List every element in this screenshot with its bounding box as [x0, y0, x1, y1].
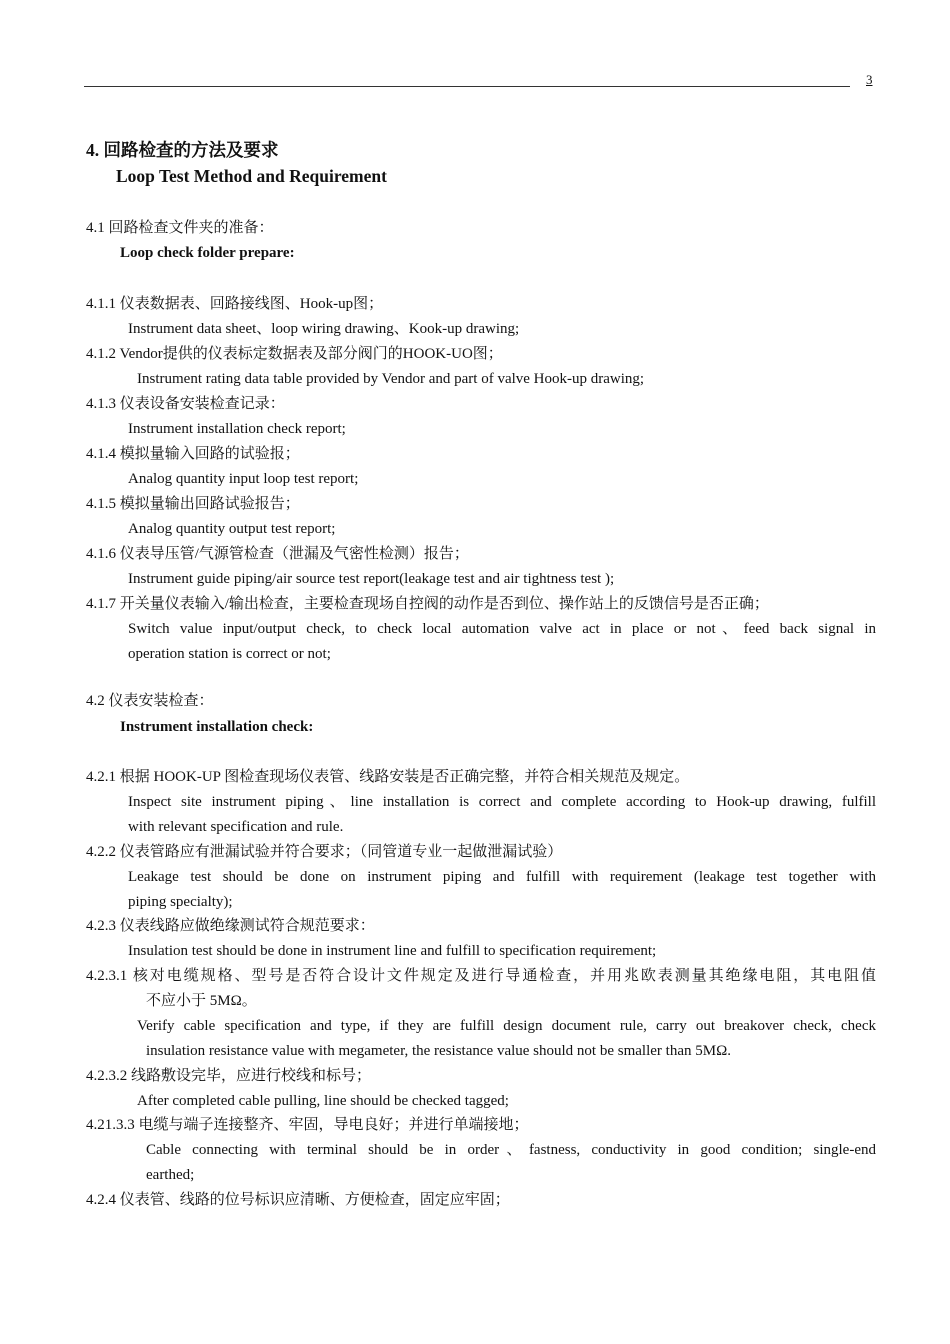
item-4-2-2-en-line2: piping specialty); — [128, 894, 233, 910]
item-4-2-3-1-line1: 4.2.3.1 核对电缆规格、型号是否符合设计文件规定及进行导通检查，并用兆欧表测量其绝缘电阻，其电阻值 — [86, 968, 876, 984]
item-4-1-5-en: Analog quantity output test report; — [128, 521, 336, 537]
item-4-2-4: 4.2.4 仪表管、线路的位号标识应清晰、方便检查，固定应牢固； — [86, 1192, 510, 1208]
item-4-21-3-3: 4.21.3.3 电缆与端子连接整齐、牢固，导电良好；并进行单端接地； — [86, 1117, 529, 1133]
section-4-1-heading-en: Loop check folder prepare: — [120, 245, 295, 261]
item-4-1-2: 4.1.2 Vendor提供的仪表标定数据表及部分阀门的HOOK-UO图； — [86, 346, 503, 362]
item-4-1-4: 4.1.4 模拟量输入回路的试验报； — [86, 446, 300, 462]
section-4-2-heading: 4.2 仪表安装检查： — [86, 693, 214, 709]
item-4-1-4-en: Analog quantity input loop test report; — [128, 471, 359, 487]
item-4-1-1-en: Instrument data sheet、loop wiring drawing、Kook-up drawing; — [128, 321, 520, 337]
item-4-2-3-2-en: After completed cable pulling, line should be checked tagged; — [137, 1093, 509, 1109]
item-4-2-3: 4.2.3 仪表线路应做绝缘测试符合规范要求： — [86, 918, 375, 934]
item-4-1-7-en-line2: operation station is correct or not; — [128, 646, 331, 662]
page-number: 3 — [866, 72, 873, 87]
item-4-21-3-3-en-line1: Cable connecting with terminal should be in order、fastness, conductivity in good condition; single-end — [146, 1142, 876, 1158]
item-4-2-1-en-line1: Inspect site instrument piping、line installation is correct and complete according to Hook-up drawing, fulfill — [128, 794, 876, 810]
item-4-1-7: 4.1.7 开关量仪表输入/输出检查，主要检查现场自控阀的动作是否到位、操作站上的反馈信号是否正确； — [86, 596, 769, 612]
item-4-2-3-2: 4.2.3.2 线路敷设完毕，应进行校线和标号； — [86, 1068, 372, 1084]
section-4-heading-en: Loop Test Method and Requirement — [116, 166, 387, 186]
item-4-2-2-en-line1: Leakage test should be done on instrument piping and fulfill with requirement (leakage test together with — [128, 869, 876, 885]
item-4-2-3-1-en-line1: Verify cable specification and type, if they are fulfill design document rule, carry out breakover check, check — [137, 1018, 876, 1034]
item-4-2-3-1-en-line2: insulation resistance value with megameter, the resistance value should not be smaller than 5MΩ. — [146, 1043, 731, 1059]
item-4-2-1-en-line2: with relevant specification and rule. — [128, 819, 344, 835]
item-4-2-3-1-line2: 不应小于 5MΩ。 — [146, 993, 257, 1009]
section-4-1-heading: 4.1 回路检查文件夹的准备： — [86, 220, 274, 236]
section-4-heading: 4. 回路检查的方法及要求 — [86, 140, 279, 160]
item-4-21-3-3-en-line2: earthed; — [146, 1167, 195, 1183]
item-4-2-3-en: Insulation test should be done in instrument line and fulfill to specification requirement; — [128, 943, 657, 959]
item-4-1-3: 4.1.3 仪表设备安装检查记录： — [86, 396, 285, 412]
item-4-1-7-en-line1: Switch value input/output check, to check local automation valve act in place or not、feed back signal in — [128, 621, 876, 637]
item-4-1-3-en: Instrument installation check report; — [128, 421, 346, 437]
item-4-2-2: 4.2.2 仪表管路应有泄漏试验并符合要求；（同管道专业一起做泄漏试验） — [86, 844, 563, 860]
item-4-1-2-en: Instrument rating data table provided by Vendor and part of valve Hook-up drawing; — [137, 371, 645, 387]
item-4-1-6-en: Instrument guide piping/air source test report(leakage test and air tightness test ); — [128, 571, 615, 587]
item-4-1-5: 4.1.5 模拟量输出回路试验报告； — [86, 496, 300, 512]
section-4-2-heading-en: Instrument installation check: — [120, 719, 314, 735]
header-rule — [84, 86, 850, 87]
item-4-2-1: 4.2.1 根据 HOOK-UP 图检查现场仪表管、线路安装是否正确完整，并符合相关规范及规定。 — [86, 769, 690, 785]
item-4-1-6: 4.1.6 仪表导压管/气源管检查（泄漏及气密性检测）报告； — [86, 546, 469, 562]
item-4-1-1: 4.1.1 仪表数据表、回路接线图、Hook-up图； — [86, 296, 384, 312]
